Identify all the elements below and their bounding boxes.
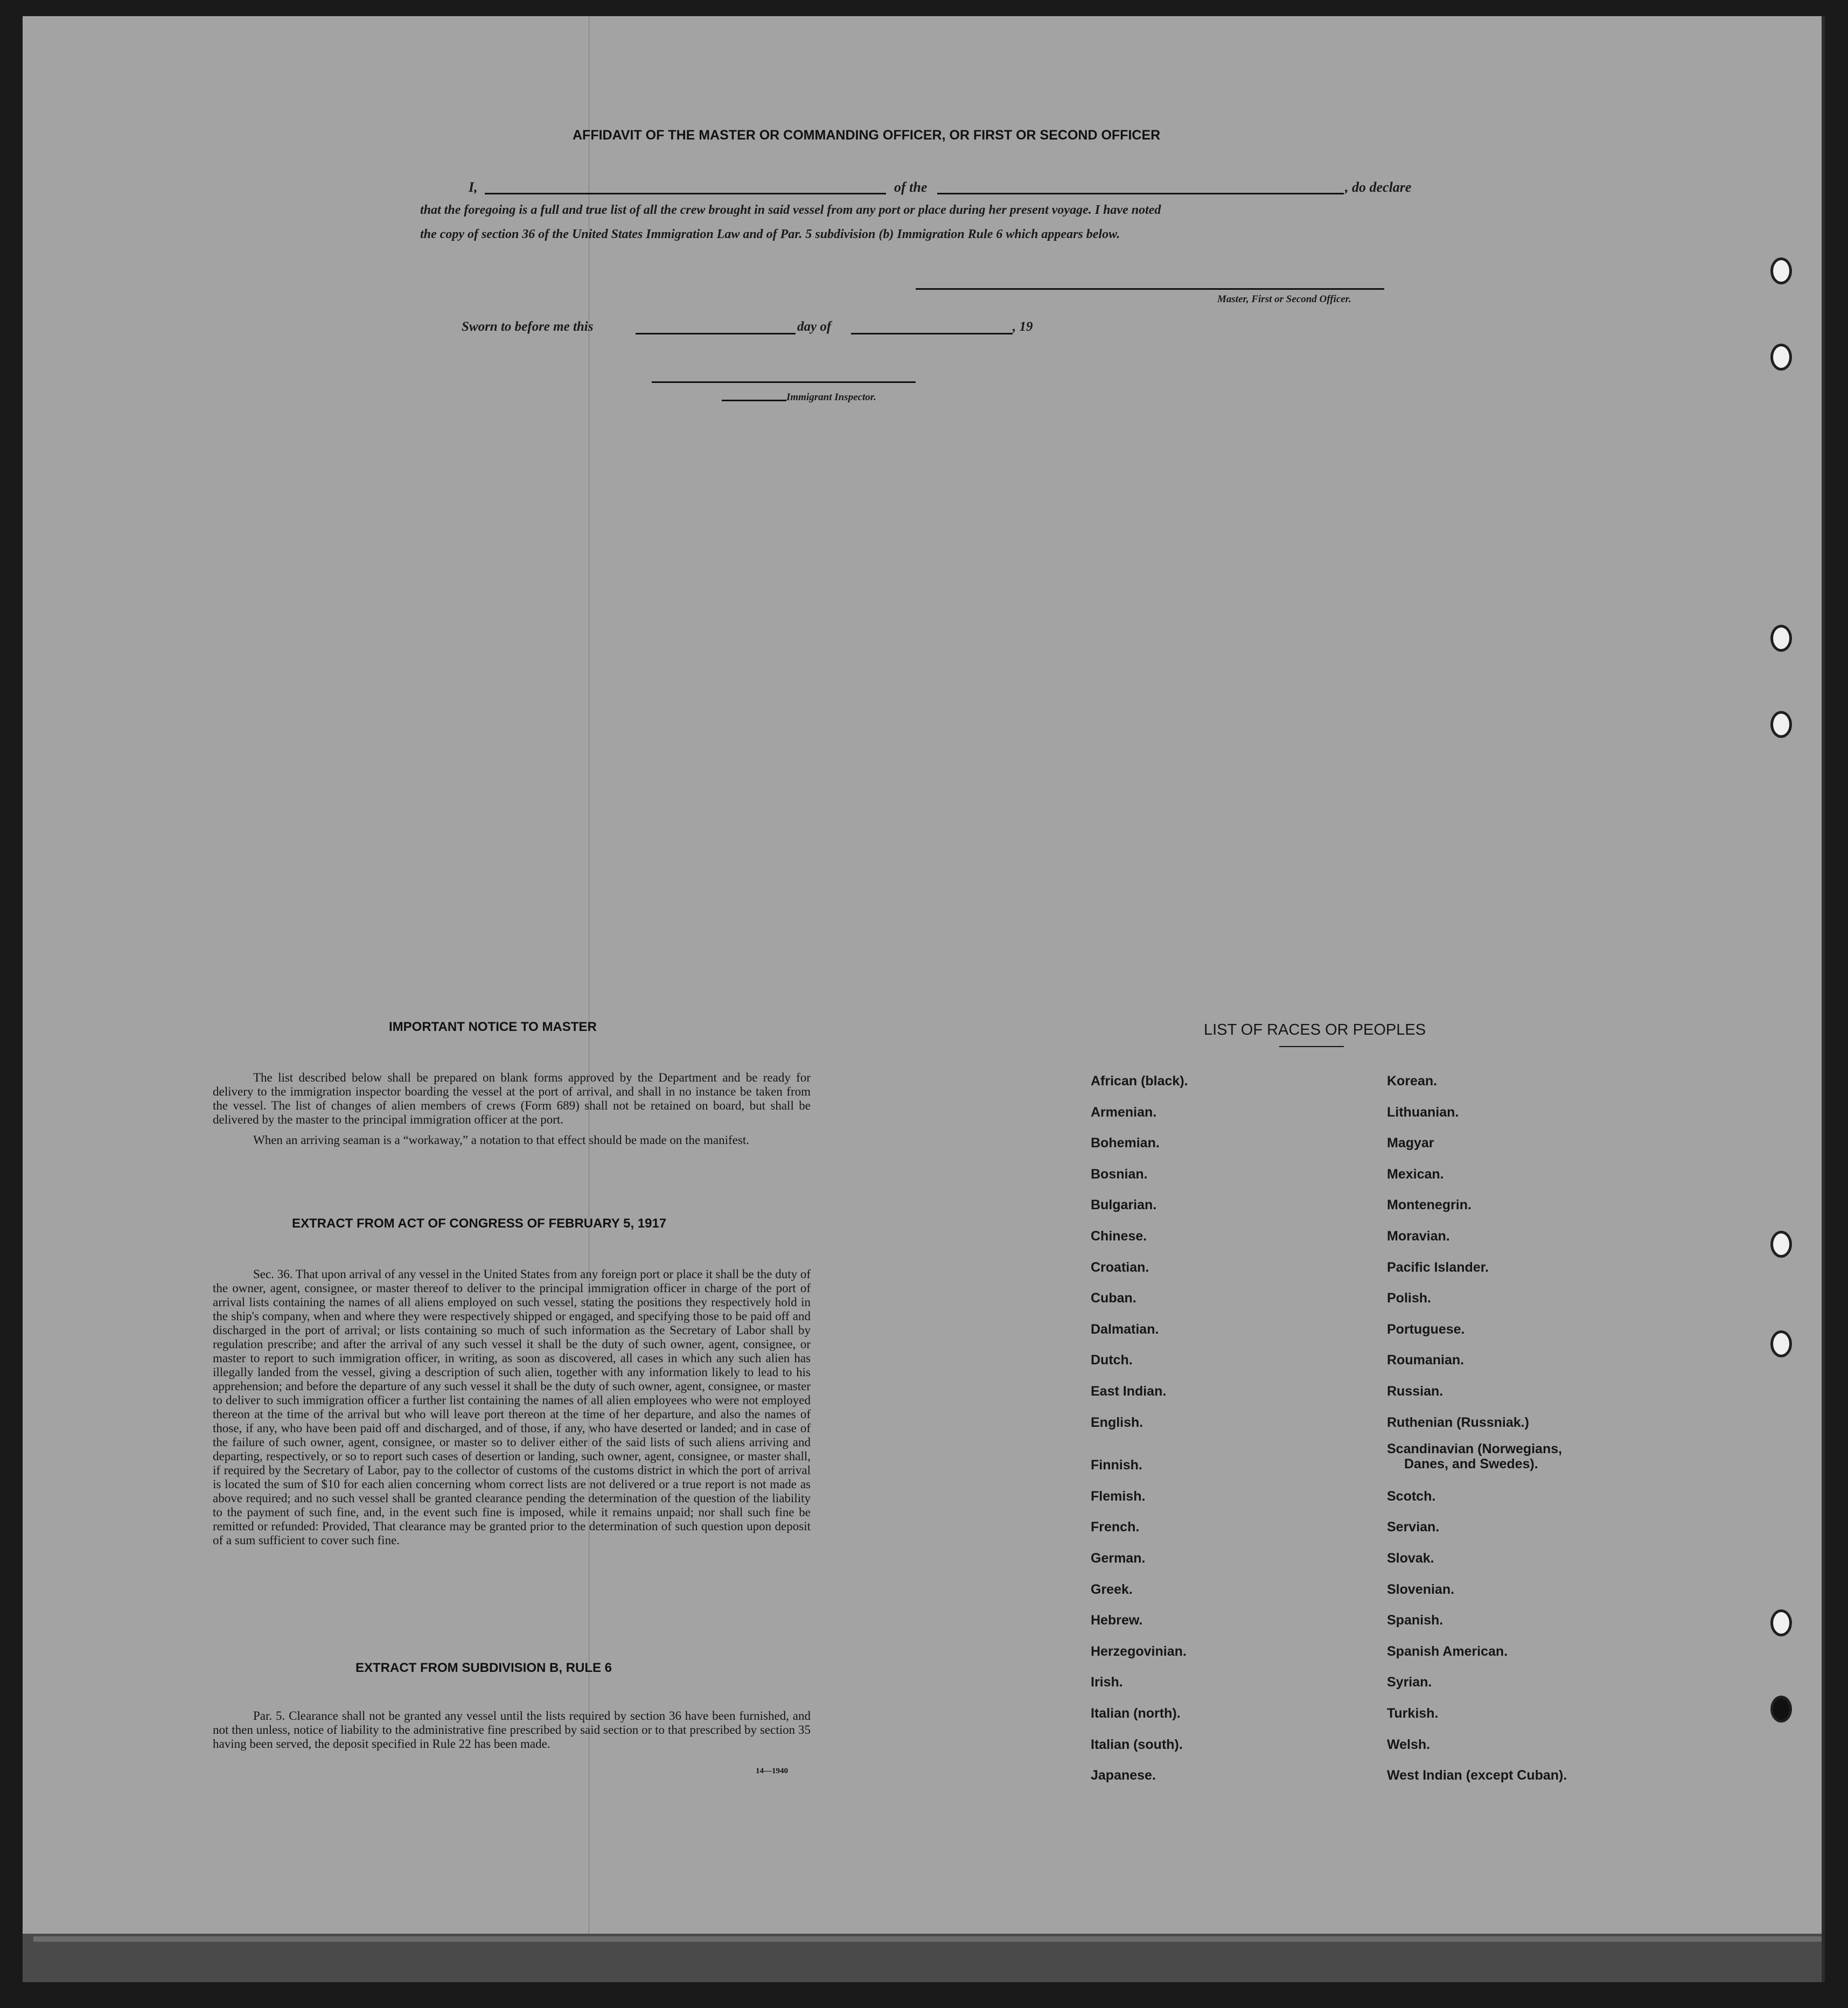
race-item: Pacific Islander. bbox=[1387, 1259, 1489, 1275]
race-item: Flemish. bbox=[1091, 1488, 1146, 1504]
race-item: Chinese. bbox=[1091, 1229, 1147, 1244]
year-label: , 19 bbox=[1013, 319, 1033, 334]
binder-hole bbox=[1770, 1609, 1792, 1636]
race-item: Turkish. bbox=[1387, 1706, 1439, 1721]
binder-hole bbox=[1770, 1330, 1792, 1357]
day-of-label: day of bbox=[797, 319, 832, 334]
race-item: Scandinavian (Norwegians, Danes, and Swedes). bbox=[1387, 1441, 1563, 1472]
race-item: Welsh. bbox=[1387, 1737, 1431, 1752]
inspector-caption: Immigrant Inspector. bbox=[786, 392, 876, 403]
binder-hole bbox=[1770, 1231, 1792, 1258]
act-extract-title: EXTRACT FROM ACT OF CONGRESS OF FEBRUARY 5, 1917 bbox=[292, 1216, 667, 1231]
inspector-signature-line[interactable] bbox=[652, 381, 916, 383]
race-item: German. bbox=[1091, 1551, 1146, 1566]
race-item: English. bbox=[1091, 1414, 1143, 1430]
race-item: Polish. bbox=[1387, 1291, 1431, 1306]
race-item: Italian (south). bbox=[1091, 1737, 1183, 1752]
binder-hole bbox=[1770, 1696, 1792, 1723]
races-title: LIST OF RACES OR PEOPLES bbox=[1204, 1021, 1426, 1038]
act-extract-text: Sec. 36. That upon arrival of any vessel in the United States from any foreign port or place it shall be the duty of the owner, agent, consignee, or master thereof to deliver to the principal immigration officer in charge of the port of arrival lists containing the names of all aliens employed on such vessel, stating the positions they respectively hold in the ship's company, when and where they were respectively shipped or engaged, and specifying those to be paid off and discharged in the port of arrival; or lists containing so much of such information as the Secretary of Labor shall by regulation prescribe; and after the arrival of any such vessel it shall be the duty of such owner, agent, consignee, or master to report to such immigration officer, in writing, as soon as discovered, all cases in which any such alien has illegally landed from the vessel, giving a description of such alien, together with any information likely to lead to his apprehension; and before the departure of any such vessel it shall be the duty of such owner, agent, consignee, or master to deliver to such immigration officer a further list containing the names of all alien employees who were not employed thereon at the time of the arrival but who will leave port thereon at the time of her departure, and also the names of those, if any, who have been paid off and discharged, and of those, if any, who have deserted or landed; and in case of the failure of such owner, agent, consignee, or master so to deliver either of the said lists of such aliens arriving and departing, respectively, or so to report such cases of desertion or landing, such owner, agent, consignee, or master shall, if required by the Secretary of Labor, pay to the collector of customs of the customs district in which the port of arrival is located the sum of $10 for each alien concerning whom correct lists are not delivered or a true report is not made as above required; and no such vessel shall be granted clearance pending the determination of the question of the liability to the payment of such fine, and, in the event such fine is imposed, while it remains unpaid; nor shall such fine be remitted or refunded: Provided, That clearance may be granted prior to the determination of such question upon deposit of a sum sufficient to cover such fine. bbox=[213, 1267, 811, 1547]
race-item: Slovenian. bbox=[1387, 1581, 1455, 1597]
race-item: Cuban. bbox=[1091, 1291, 1136, 1306]
binder-hole bbox=[1770, 711, 1792, 738]
race-item: Ruthenian (Russniak.) bbox=[1387, 1414, 1529, 1430]
race-item: Bosnian. bbox=[1091, 1166, 1148, 1182]
race-item: Bulgarian. bbox=[1091, 1197, 1157, 1213]
notice-body bbox=[213, 1071, 811, 1147]
races-title-rule bbox=[1279, 1046, 1344, 1047]
rule-extract-body bbox=[213, 1709, 811, 1751]
act-extract-body bbox=[213, 1267, 811, 1547]
rule-extract-text: Par. 5. Clearance shall not be granted any vessel until the lists required by section 36 have been furnished, and not then unless, notice of liability to the administrative fine prescribed by said section or to that prescribed by section 35 having been served, the deposit specified in Rule 22 has been made. bbox=[213, 1709, 811, 1751]
sworn-day-field[interactable] bbox=[636, 333, 796, 334]
binder-hole bbox=[1770, 344, 1792, 371]
binder-hole bbox=[1770, 625, 1792, 652]
race-item: Irish. bbox=[1091, 1675, 1123, 1690]
race-item: Bohemian. bbox=[1091, 1135, 1160, 1151]
fold-crease bbox=[588, 16, 590, 1934]
rule-extract-title: EXTRACT FROM SUBDIVISION B, RULE 6 bbox=[355, 1661, 612, 1675]
race-item: African (black). bbox=[1091, 1073, 1188, 1089]
race-item: Dalmatian. bbox=[1091, 1321, 1159, 1337]
inspector-short-line bbox=[722, 400, 786, 401]
sworn-label: Sworn to before me this bbox=[462, 319, 594, 334]
race-item: Portuguese. bbox=[1387, 1321, 1465, 1337]
of-the-label: of the bbox=[894, 179, 928, 195]
master-name-field[interactable] bbox=[485, 193, 886, 194]
race-item: Scotch. bbox=[1387, 1488, 1436, 1504]
race-item: Syrian. bbox=[1387, 1675, 1432, 1690]
race-item: Roumanian. bbox=[1387, 1352, 1465, 1368]
race-item: Moravian. bbox=[1387, 1229, 1450, 1244]
do-declare-label: , do declare bbox=[1345, 179, 1412, 195]
document-sheet bbox=[23, 16, 1825, 1982]
affidavit-statement-line2: the copy of section 36 of the United States Immigration Law and of Par. 5 subdivision (b) Immigration Rule 6 which appears below. bbox=[420, 227, 1120, 241]
race-item: Servian. bbox=[1387, 1519, 1440, 1535]
race-item: Slovak. bbox=[1387, 1551, 1434, 1566]
race-item: Dutch. bbox=[1091, 1352, 1133, 1368]
race-item: Finnish. bbox=[1091, 1458, 1142, 1473]
race-item: Herzegovinian. bbox=[1091, 1643, 1187, 1659]
race-item: Spanish. bbox=[1387, 1613, 1443, 1628]
race-item: Mexican. bbox=[1387, 1166, 1444, 1182]
race-item: Croatian. bbox=[1091, 1259, 1149, 1275]
affidavit-title: AFFIDAVIT OF THE MASTER OR COMMANDING OFFICER, OR FIRST OR SECOND OFFICER bbox=[573, 128, 1161, 143]
race-item: Hebrew. bbox=[1091, 1613, 1143, 1628]
race-item: Italian (north). bbox=[1091, 1706, 1181, 1721]
race-item: East Indian. bbox=[1091, 1384, 1167, 1399]
notice-paragraph-2: When an arriving seaman is a “workaway,” a notation to that effect should be made on the manifest. bbox=[253, 1133, 749, 1147]
race-item: Japanese. bbox=[1091, 1768, 1156, 1783]
form-number: 14—1940 bbox=[756, 1767, 788, 1775]
affidavit-i-label: I, bbox=[469, 179, 478, 195]
sworn-month-field[interactable] bbox=[851, 333, 1013, 334]
race-item: Greek. bbox=[1091, 1581, 1133, 1597]
race-item: West Indian (except Cuban). bbox=[1387, 1768, 1567, 1783]
race-item: Lithuanian. bbox=[1387, 1104, 1459, 1120]
master-signature-caption: Master, First or Second Officer. bbox=[1217, 294, 1351, 305]
vessel-name-field[interactable] bbox=[937, 193, 1344, 194]
race-item: Spanish American. bbox=[1387, 1643, 1508, 1659]
notice-title: IMPORTANT NOTICE TO MASTER bbox=[389, 1020, 597, 1034]
race-item: Magyar bbox=[1387, 1135, 1434, 1151]
notice-paragraph-1: The list described below shall be prepared on blank forms approved by the Department and be ready for delivery to the immigration inspector boarding the vessel at the port of arrival, and shall in no instance be taken from the vessel. The list of changes of alien members of crews (Form 689) shall not be retained on board, but shall be delivered by the master to the principal immigration officer at the port. bbox=[213, 1071, 811, 1126]
master-signature-line[interactable] bbox=[916, 288, 1384, 290]
race-item: Armenian. bbox=[1091, 1104, 1157, 1120]
affidavit-statement-line1: that the foregoing is a full and true list of all the crew brought in said vessel from any port or place during her present voyage. I have noted bbox=[420, 203, 1161, 217]
race-item: Montenegrin. bbox=[1387, 1197, 1472, 1213]
race-item: Russian. bbox=[1387, 1384, 1443, 1399]
race-item: French. bbox=[1091, 1519, 1140, 1535]
binder-hole bbox=[1770, 257, 1792, 284]
race-item: Korean. bbox=[1387, 1073, 1438, 1089]
